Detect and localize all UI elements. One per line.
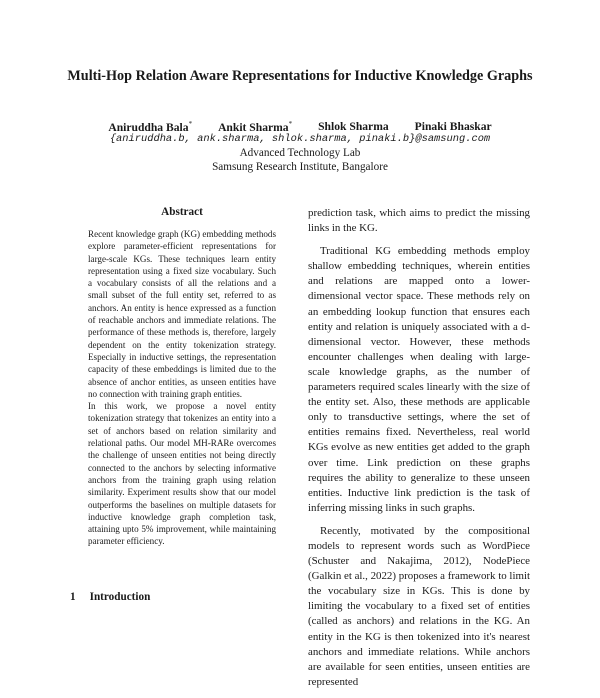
author: Pinaki Bhaskar — [414, 120, 492, 133]
section-number: 1 — [70, 591, 76, 603]
equal-contribution-mark: * — [188, 120, 193, 128]
body-paragraph: Traditional KG embedding methods employ shallow embedding techniques, wherein entities and relations are mapped onto a lower-dimensional vector space. These methods rely on an embedding lookup function that ensures each entity and relation is uniquely associated with a d-dimensional vector. However, these methods encounter challenges when dealing with large-scale knowledge graphs, as the number of parameters required scales linearly with the size of the entity set. Also, these methods are applicable only to transductive settings, where the set of entities remains fixed. Nevertheless, real world KGs evolve as new entities get added to the graph over time. Link prediction on these graphs requires the ability to generalize to these unseen entities. Inductive link prediction is the task of inferring missing links in such graphs. — [308, 245, 530, 514]
equal-contribution-mark: * — [288, 120, 293, 128]
paper-title: Multi-Hop Relation Aware Representations for Inductive Knowledge Graphs — [67, 68, 533, 84]
right-column-text — [308, 206, 530, 698]
abstract-paragraph: Recent knowledge graph (KG) embedding methods explore parameter-efficient representations for large-scale KGs. These techniques learn entity representation using a fixed size vocabulary. Such a vocabulary consists of all the relations and a small subset of the full entity set, referred to as anchors. An entity is hence expressed as a function of reachable anchors and immediate relations. The performance of these methods is, therefore, largely dependent on the entity tokenization strategy. Especially in inductive settings, the representation capacity of these embeddings is limited due to the absence of anchor entities, as unseen entities have no connection with training graph entities. — [88, 229, 276, 399]
body-paragraph: Recently, motivated by the compositional models to represent words such as WordPiece (Schuster and Nakajima, 2012), NodePiece (Galkin et al., 2022) proposes a framework to limit the vocabulary size in KGs. This is done by limiting the vocabulary to a fixed set of entities (called as anchors) and relations in the KG. An entity in the KG is then tokenized into it's nearest anchors and immediate relations. While anchors are available for seen entities, unseen entities are represented — [308, 524, 530, 688]
abstract-heading: Abstract — [161, 206, 203, 218]
affiliation-lab: Advanced Technology Lab — [239, 147, 361, 159]
author: Ankit Sharma* — [218, 120, 293, 134]
author: Shlok Sharma — [318, 120, 389, 133]
section-heading — [70, 591, 150, 603]
body-paragraph: prediction task, which aims to predict the missing links in the KG. — [308, 207, 530, 235]
abstract-paragraph: In this work, we propose a novel entity tokenization strategy that tokenizes an entity into a set of anchors based on relation similarity and relational paths. Our model MH-RARe overcomes the challenge of unseen entities not being directly connected to the anchors by selecting informative anchors from the training graph using relation similarity. Experiment results show that our model outperforms the baselines on multiple datasets for inductive knowledge graph completion task, attaining upto 5% improvement, while maintaining parameter efficiency. — [88, 401, 276, 547]
author-emails: {aniruddha.b, ank.sharma, shlok.sharma, pinaki.b}@samsung.com — [109, 133, 491, 145]
affiliation-institute: Samsung Research Institute, Bangalore — [212, 161, 388, 173]
abstract-body — [88, 228, 276, 548]
author: Aniruddha Bala* — [108, 120, 193, 134]
section-title: Introduction — [89, 591, 151, 603]
